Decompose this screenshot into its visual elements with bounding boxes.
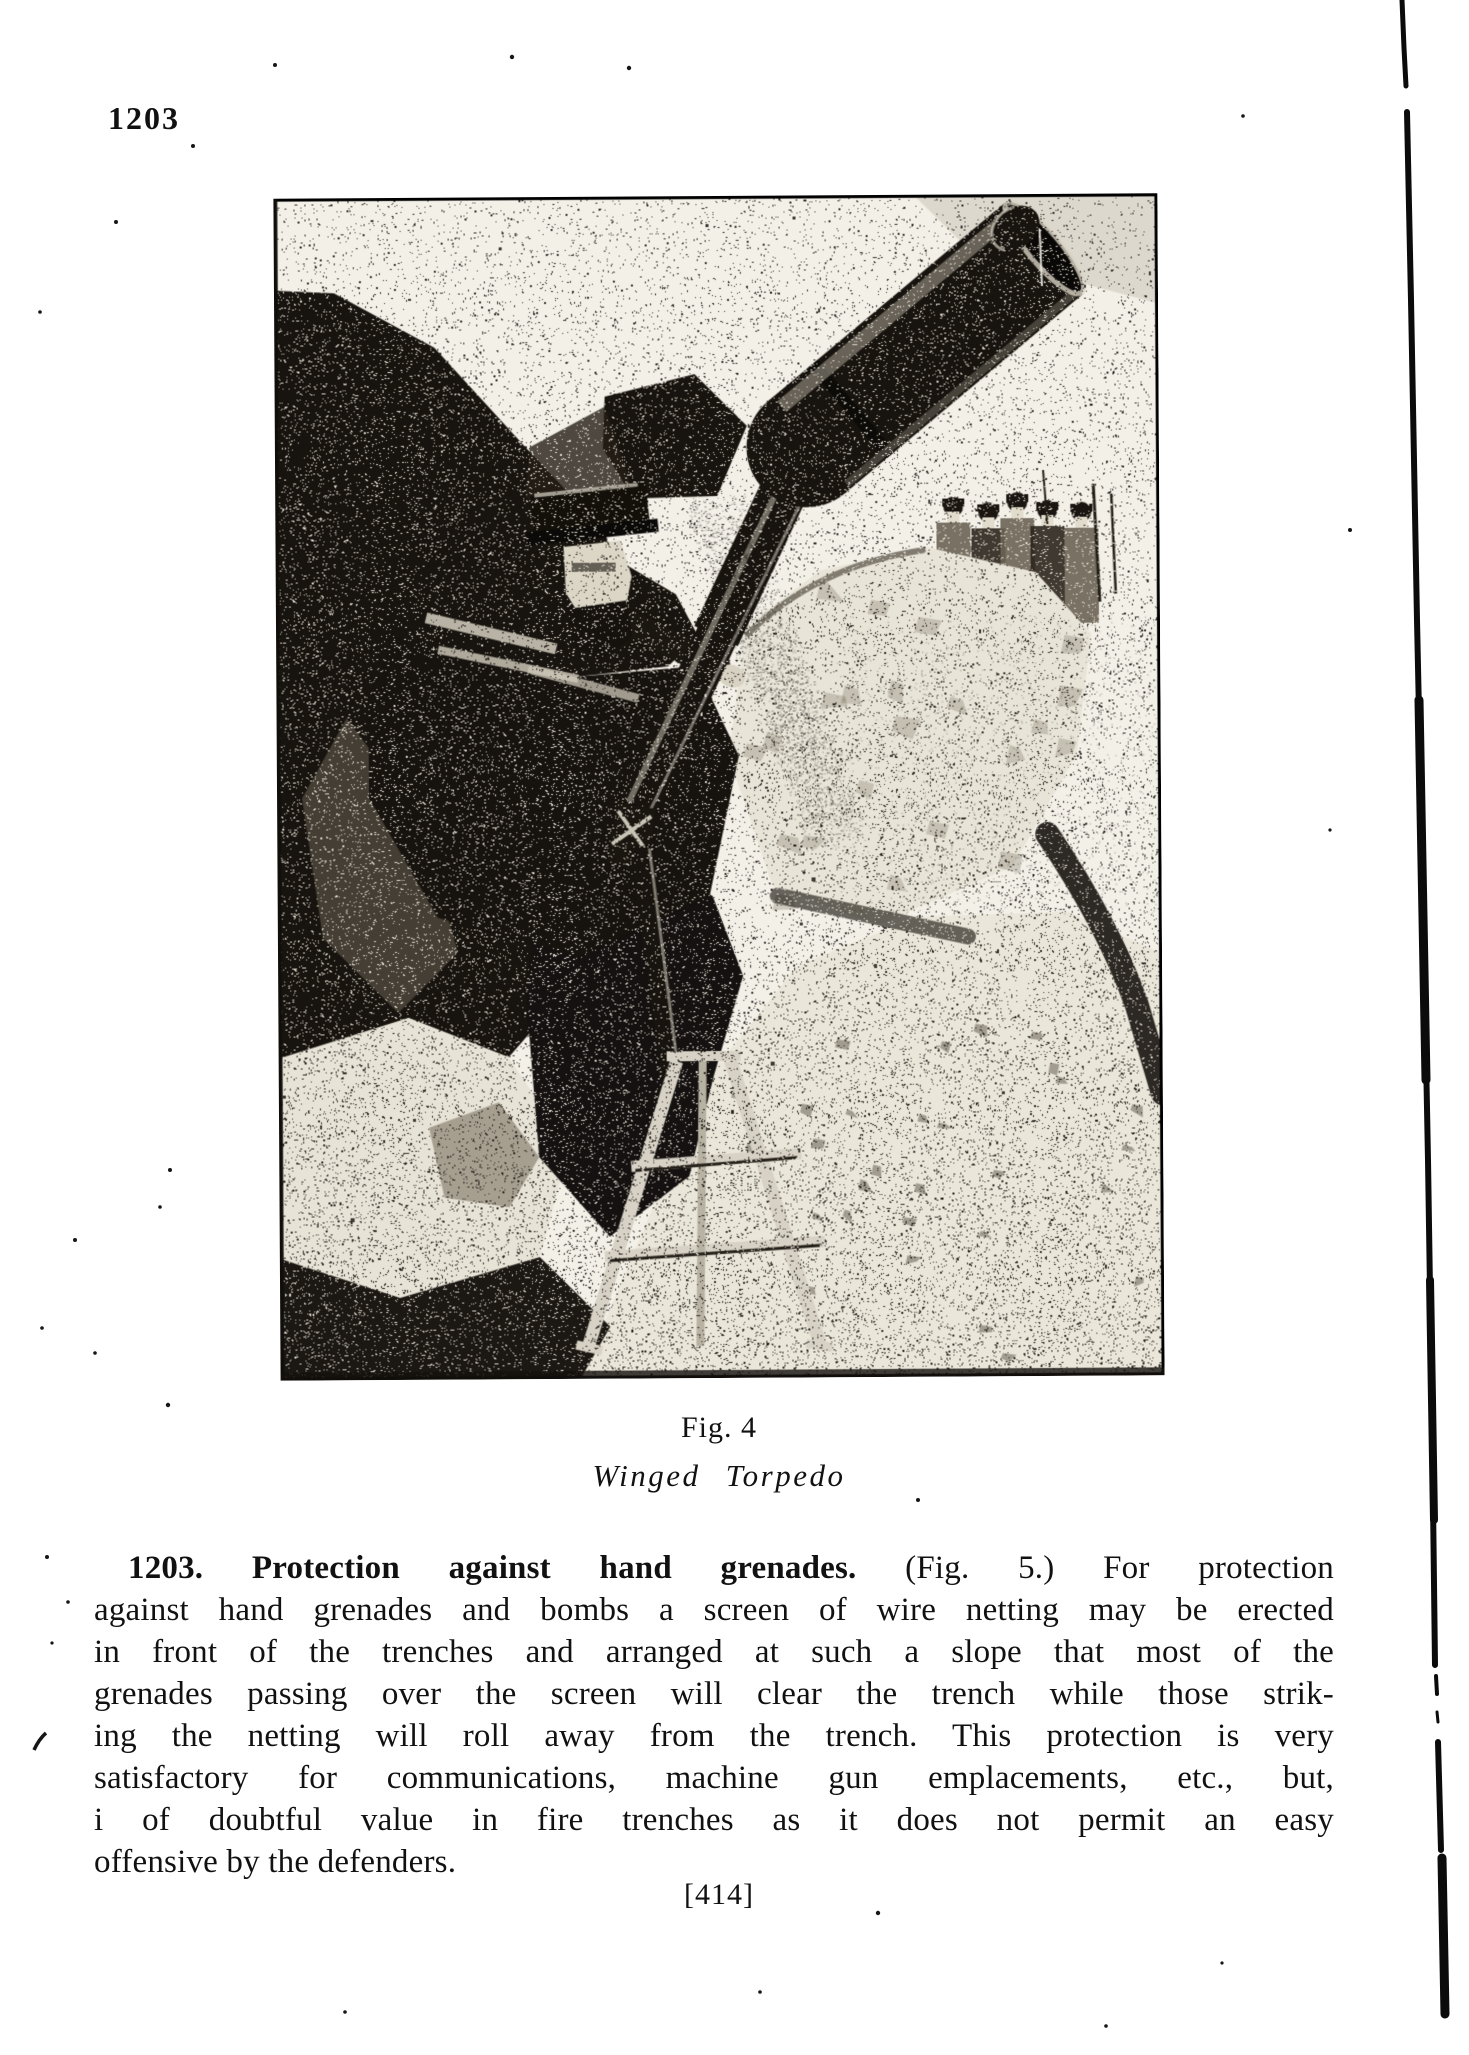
text-line: against hand grenades and bombs a screen of wire netting may be erected bbox=[94, 1592, 1334, 1628]
text-line: grenades passing over the screen will clear the trench while those strik- bbox=[94, 1676, 1334, 1712]
paragraph-number: 1203. bbox=[128, 1550, 204, 1586]
text-line: satisfactory for communications, machine gun emplacements, etc., but, bbox=[94, 1760, 1334, 1796]
text-line: i of doubtful value in fire trenches as it does not permit an easy bbox=[94, 1802, 1334, 1838]
body-paragraph bbox=[94, 1547, 1334, 1883]
figure-caption: Winged Torpedo bbox=[592, 1458, 846, 1493]
paragraph-heading: Protection against hand grenades. bbox=[251, 1550, 857, 1586]
page-header-number: 1203 bbox=[108, 100, 180, 136]
page-edge-line bbox=[1402, 0, 1445, 2014]
text-run: (Fig. 5.) For protection bbox=[905, 1550, 1334, 1586]
winged-torpedo-photo bbox=[273, 193, 1164, 1380]
text-line: offensive by the defenders. bbox=[94, 1844, 457, 1880]
figure-photo bbox=[273, 193, 1164, 1380]
text-line: ing the netting will roll away from the trench. This protection is very bbox=[94, 1718, 1334, 1754]
text-line: in front of the trenches and arranged at such a slope that most of the bbox=[94, 1634, 1334, 1670]
figure-label: Fig. 4 bbox=[680, 1411, 758, 1444]
text-line bbox=[94, 1547, 1334, 1589]
margin-comma-mark bbox=[34, 1733, 46, 1750]
page-folio: [414] bbox=[684, 1878, 754, 1911]
